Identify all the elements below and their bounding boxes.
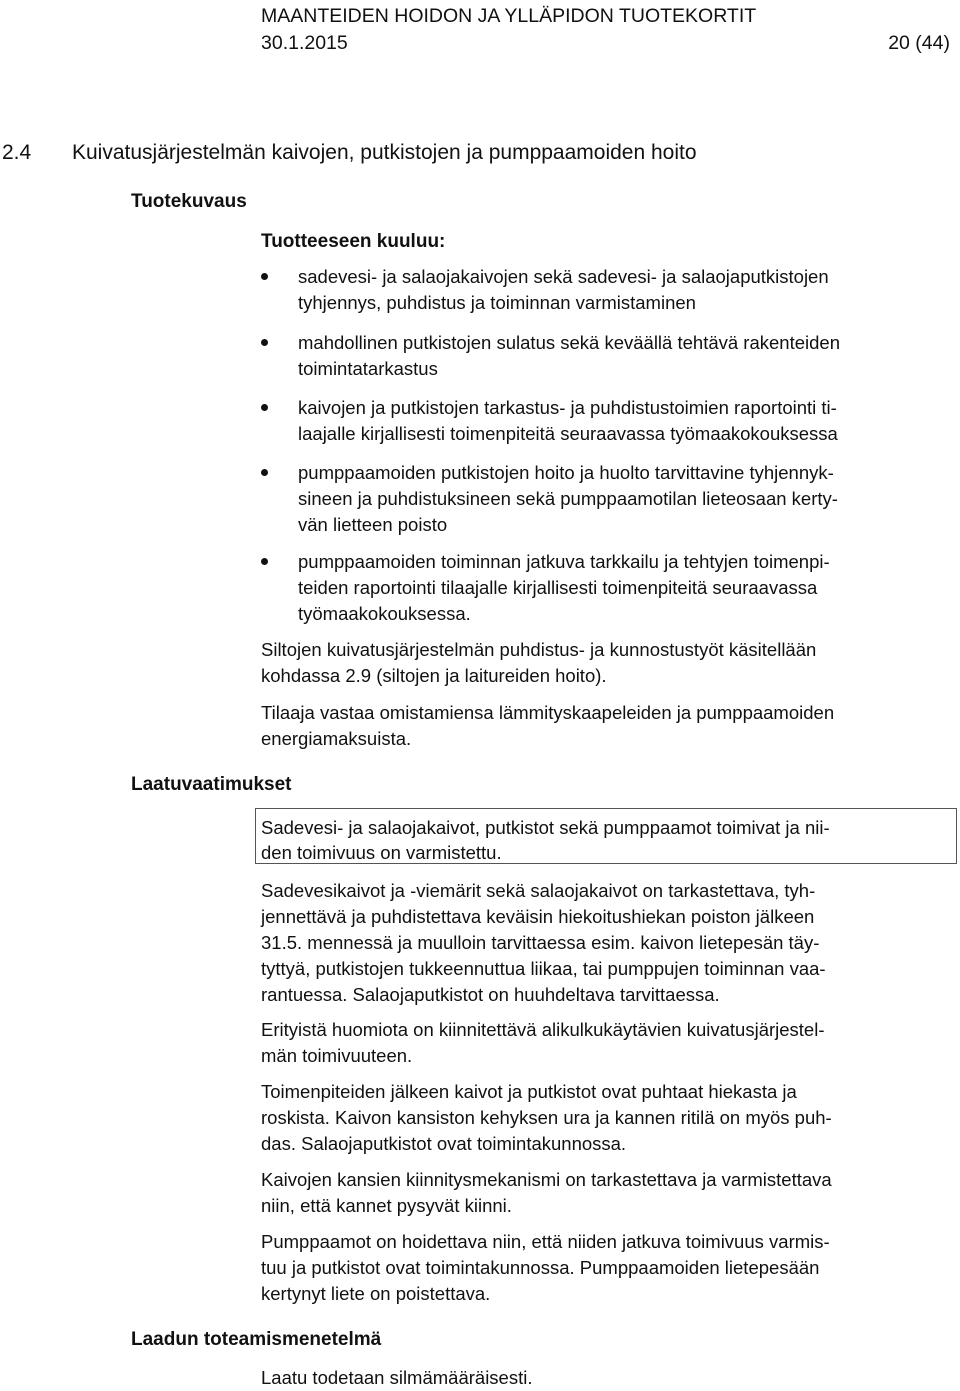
paragraph-line: kertynyt liete on poistettava. [261,1283,491,1304]
list-item-line: teiden raportointi tilaajalle kirjallisesti toimenpiteitä seuraavassa [298,577,818,598]
paragraph-line: Toimenpiteiden jälkeen kaivot ja putkistot ovat puhtaat hiekasta ja [261,1081,797,1102]
document-date: 30.1.2015 [261,32,348,54]
includes-heading: Tuotteeseen kuuluu: [261,231,446,252]
paragraph-line: roskista. Kaivon kansiston kehyksen ura ja kannen ritilä on myös puh- [261,1107,832,1128]
bullet-icon [261,339,271,349]
list-item-line: vän lietteen poisto [298,514,448,535]
page-number: 20 (44) [888,32,950,54]
paragraph-line: energiamaksuista. [261,728,412,749]
quality-summary-line: Sadevesi- ja salaojakaivot, putkistot sekä pumppaamot toimivat ja nii- [261,817,830,838]
paragraph-line: män toimivuuteen. [261,1045,413,1066]
paragraph-line: 31.5. mennessä ja muulloin tarvittaessa esim. kaivon lietepesän täy- [261,932,820,953]
paragraph-line: Kaivojen kansien kiinnitysmekanismi on tarkastettava ja varmistettava [261,1169,832,1190]
list-item-line: mahdollinen putkistojen sulatus sekä keväällä tehtävä rakenteiden [298,332,840,353]
paragraph-line: Pumppaamot on hoidettava niin, että niiden jatkuva toimivuus varmis- [261,1231,830,1252]
paragraph-line: Erityistä huomiota on kiinnitettävä alikulkukäytävien kuivatusjärjestel- [261,1019,825,1040]
list-item-line: pumppaamoiden putkistojen hoito ja huolto tarvittavine tyhjennyk- [298,462,834,483]
bullet-icon [261,404,271,414]
paragraph-line: Siltojen kuivatusjärjestelmän puhdistus- ja kunnostustyöt käsitellään [261,639,817,660]
paragraph-line: tyttyä, putkistojen tukkeennuttua liikaa, tai pumppujen toiminnan vaa- [261,958,826,979]
section-number: 2.4 [2,141,32,164]
paragraph-line: rantuessa. Salaojaputkistot on huuhdeltava tarvittaessa. [261,984,720,1005]
paragraph-line: Tilaaja vastaa omistamiensa lämmityskaapeleiden ja pumppaamoiden [261,702,835,723]
bullet-icon [261,558,271,568]
list-item-line: sadevesi- ja salaojakaivojen sekä sadevesi- ja salaojaputkistojen [298,266,829,287]
paragraph-line: tuu ja putkistot ovat toimintakunnossa. Pumppaamoiden lietepesään [261,1257,820,1278]
label-tuotekuvaus: Tuotekuvaus [131,191,247,212]
paragraph-line: niin, että kannet pysyvät kiinni. [261,1195,512,1216]
paragraph-line: kohdassa 2.9 (siltojen ja laitureiden hoito). [261,665,607,686]
list-item-line: sineen ja puhdistuksineen sekä pumppaamotilan lieteosaan kerty- [298,488,838,509]
paragraph-line: jennettävä ja puhdistettava keväisin hiekoitushiekan poiston jälkeen [261,906,815,927]
method-text: Laatu todetaan silmämääräisesti. [261,1367,533,1388]
paragraph-line: das. Salaojaputkistot ovat toimintakunnossa. [261,1133,627,1154]
list-item-line: kaivojen ja putkistojen tarkastus- ja puhdistustoimien raportointi ti- [298,397,837,418]
paragraph-line: Sadevesikaivot ja -viemärit sekä salaojakaivot on tarkastettava, tyh- [261,880,816,901]
list-item-line: tyhjennys, puhdistus ja toiminnan varmistaminen [298,292,696,313]
bullet-icon [261,469,271,479]
quality-summary-line: den toimivuus on varmistettu. [261,842,502,863]
label-laadun-toteamismenetelma: Laadun toteamismenetelmä [131,1329,382,1350]
bullet-icon [261,273,271,283]
document-header-title: MAANTEIDEN HOIDON JA YLLÄPIDON TUOTEKORTIT [261,5,757,27]
list-item-line: laajalle kirjallisesti toimenpiteitä seuraavassa työmaakokouksessa [298,423,838,444]
list-item-line: työmaakokouksessa. [298,603,471,624]
section-title: Kuivatusjärjestelmän kaivojen, putkistojen ja pumppaamoiden hoito [72,141,697,164]
label-laatuvaatimukset: Laatuvaatimukset [131,774,292,795]
list-item-line: toimintatarkastus [298,358,438,379]
list-item-line: pumppaamoiden toiminnan jatkuva tarkkailu ja tehtyjen toimenpi- [298,551,830,572]
